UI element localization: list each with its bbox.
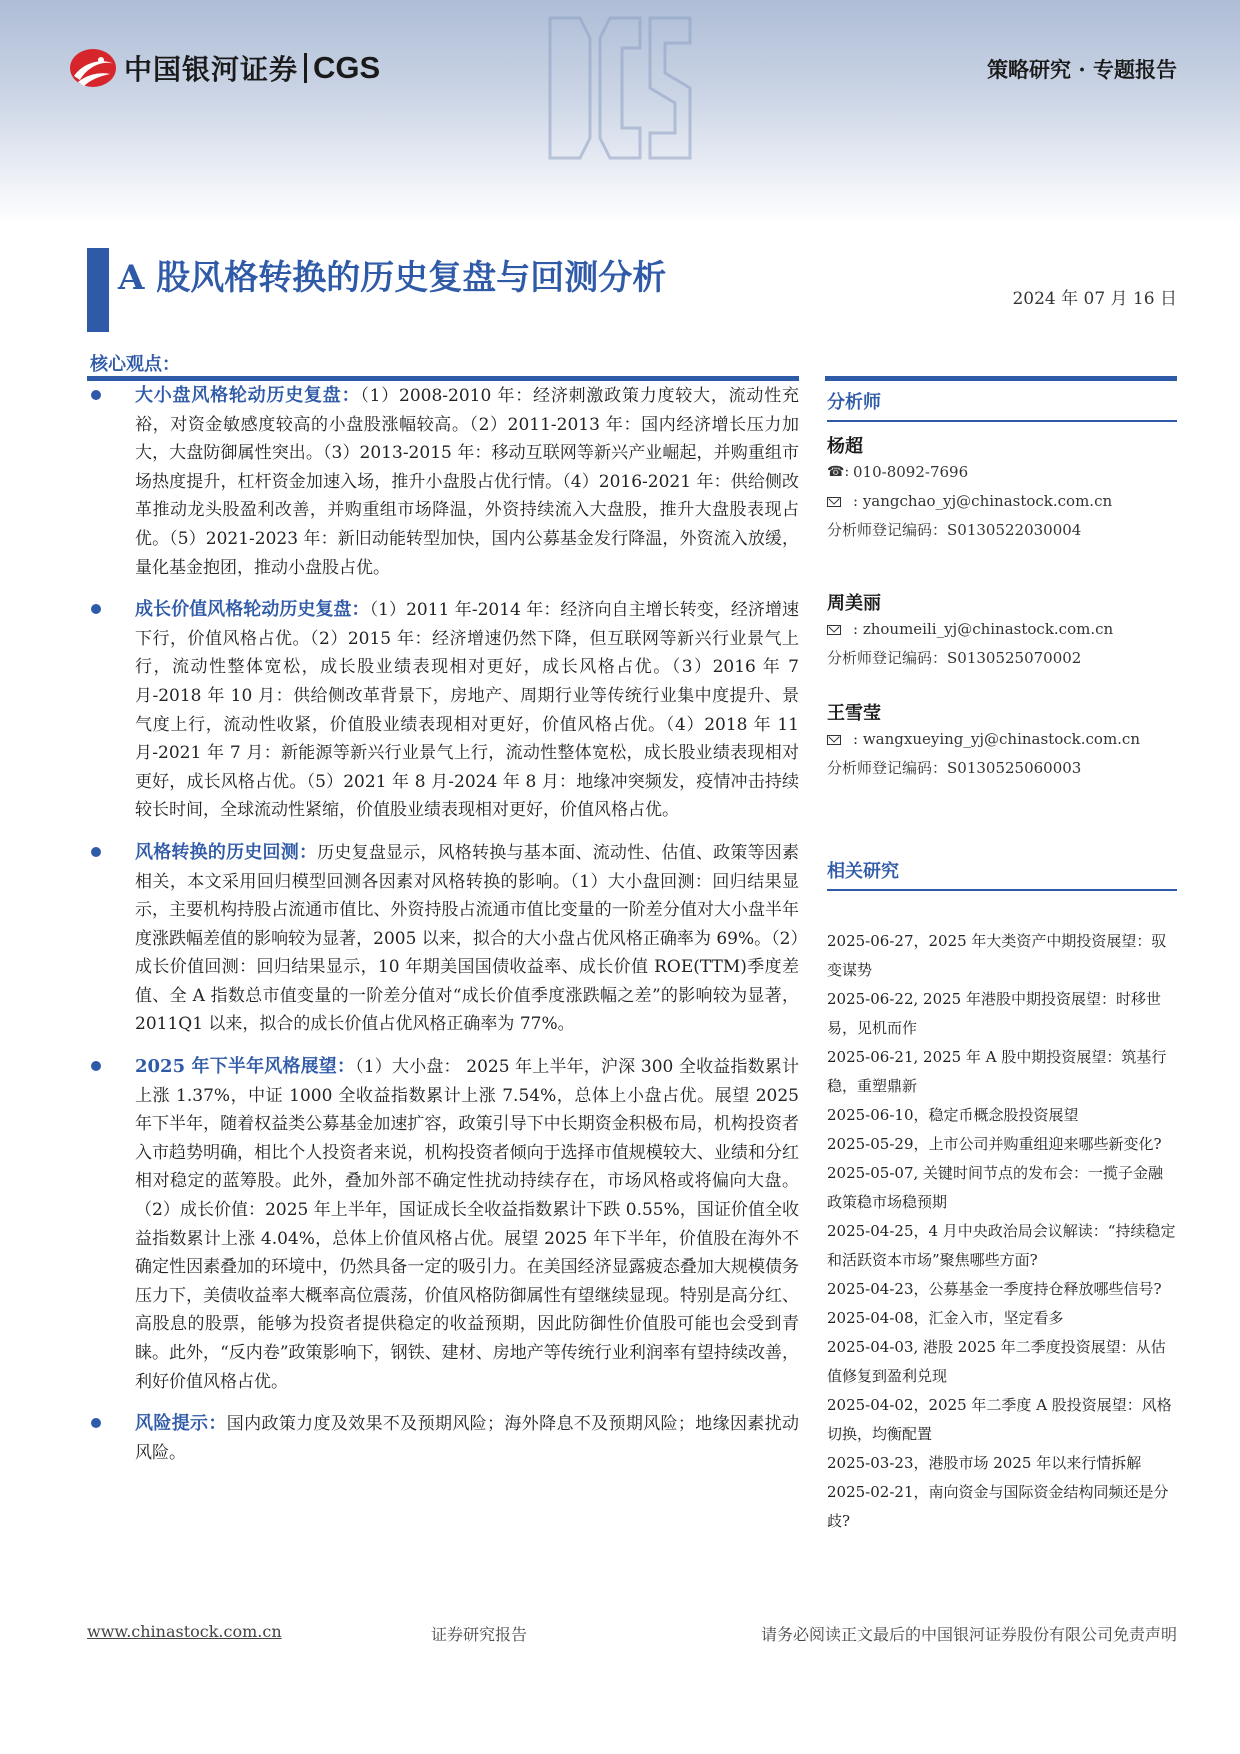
bullet-heading: 2025 年下半年风格展望： — [135, 1056, 356, 1078]
mail-icon — [827, 735, 841, 745]
analyst-phone-row — [827, 458, 1177, 487]
analyst-registration: 分析师登记编码：S0130522030004 — [827, 521, 1082, 539]
report-date: 2024 年 07 月 16 日 — [1012, 289, 1177, 309]
bullet-body: （1）大小盘： 2025 年上半年，沪深 300 全收益指数累计上涨 1.37%，中证 1000 全收益指数累计上涨 7.54%，总体上小盘占优。展望 2025 年下半年，随着权益类公募基金加速扩容，政策引导下中长期资金积极布局，机构投资者入市趋势明确，相比个人投资者来说，机构投资者倾向于选择市值规模较大、业绩和分红相对稳定的蓝筹股。此外，叠加外部不确定性扰动持续存在，市场风格或将偏向大盘。（2）成长价值：2025 年上半年，国证成长全收益指数累计下跌 0.55%，国证价值全收益指数累计上涨 4.04%，总体上价值风格占优。展望 2025 年下半年，价值股在海外不确定性因素叠加的环境中，仍然具备一定的吸引力。在美国经济显露疲态叠加大规模债务压力下，美债收益率大概率高位震荡，价值风格防御属性有望继续显现。特别是高分红、高股息的股票，能够为投资者提供稳定的收益预期，因此防御性价值股可能也会受到青睐。此外，“反内卷”政策影响下，钢铁、建材、房地产等传统行业利润率有望持续改善，利好价值风格占优。 — [135, 1057, 799, 1392]
related-item[interactable]: 2025-04-02，2025 年二季度 A 股投资展望：风格切换，均衡配置 — [827, 1396, 1172, 1443]
bullet-body: 国内政策力度及效果不及预期风险；海外降息不及预期风险；地缘因素扰动风险。 — [135, 1414, 800, 1463]
analyst-card — [827, 432, 1177, 545]
mail-colon: : — [853, 620, 863, 638]
analyst-phone: 010-8092-7696 — [853, 463, 969, 481]
bullet-body: 历史复盘显示，风格转换与基本面、流动性、估值、政策等因素相关，本文采用回归模型回测各因素对风格转换的影响。（1）大小盘回测：回归结果显示，主要机构持股占流通市值比、外资持股占流通市值比变量的一阶差分值对大小盘半年度涨跌幅差值的影响较为显著，2005 以来，拟合的大小盘占优风格正确率为 69%。（2）成长价值回测：回归结果显示，10 年期美国国债收益率、成长价值 ROE(TTM)季度差值、全 A 指数总市值变量的一阶差分值对“成长价值季度涨跌幅之差”的影响较为显著，2011Q1 以来，拟合的成长价值占优风格正确率为 77%。 — [135, 842, 800, 1035]
related-item[interactable]: 2025-05-07, 关键时间节点的发布会：一揽子金融政策稳市场稳预期 — [827, 1164, 1164, 1211]
related-item[interactable]: 2025-04-25，4 月中央政治局会议解读：“持续稳定和活跃资本市场”聚焦哪些方面? — [827, 1222, 1176, 1269]
analyst-heading: 分析师 — [827, 392, 881, 413]
analyst-registration: 分析师登记编码：S0130525060003 — [827, 759, 1082, 777]
bullet-heading: 风险提示： — [135, 1413, 227, 1435]
analyst-name: 周美丽 — [827, 593, 881, 614]
bullet-growth-value-rotation — [87, 596, 799, 825]
related-item[interactable]: 2025-04-08，汇金入市，坚定看多 — [827, 1309, 1064, 1327]
analyst-email-row — [827, 487, 1177, 516]
cgs-watermark-icon — [540, 8, 700, 168]
footer-website-link[interactable]: www.chinastock.com.cn — [87, 1622, 282, 1641]
related-item[interactable]: 2025-03-23，港股市场 2025 年以来行情拆解 — [827, 1454, 1142, 1472]
related-item[interactable]: 2025-06-21, 2025 年 A 股中期投资展望：筑基行稳，重塑鼎新 — [827, 1048, 1167, 1095]
galaxy-logo-icon — [68, 46, 118, 90]
bullet-body: （1）2011 年-2014 年：经济向自主增长转变，经济增速下行，价值风格占优。（2）2015 年：经济增速仍然下降，但互联网等新兴行业景气上行，流动性整体宽松，成长股业绩表现相对更好，成长风格占优。（3）2016 年 7 月-2018 年 10 月：供给侧改革背景下，房地产、周期行业等传统行业集中度提升、景气度上行，流动性收紧，价值股业绩表现相对更好，价值风格占优。（4）2018 年 11 月-2021 年 7 月：新能源等新兴行业景气上行，流动性整体宽松，成长股业绩表现相对更好，成长风格占优。（5）2021 年 8 月-2024 年 8 月：地缘冲突频发，疫情冲击持续较长时间，全球流动性紧缩，价值股业绩表现相对更好，价值风格占优。 — [135, 600, 799, 821]
related-item[interactable]: 2025-06-22, 2025 年港股中期投资展望：时移世易，见机而作 — [827, 990, 1161, 1037]
analyst-card — [827, 699, 1177, 783]
bullet-size-rotation — [87, 382, 799, 582]
analyst-email-row — [827, 725, 1177, 754]
related-item[interactable]: 2025-04-03, 港股 2025 年二季度投资展望：从估值修复到盈利兑现 — [827, 1338, 1166, 1385]
mail-colon: : — [853, 730, 863, 748]
related-item[interactable]: 2025-06-27，2025 年大类资产中期投资展望：驭变谋势 — [827, 932, 1167, 979]
bullet-heading: 风格转换的历史回测： — [135, 841, 318, 863]
related-heading: 相关研究 — [827, 861, 899, 882]
bullet-dot — [91, 390, 101, 400]
analyst-heading-underline — [827, 420, 1177, 422]
related-item[interactable]: 2025-04-23，公募基金一季度持仓释放哪些信号? — [827, 1280, 1162, 1298]
footer-disclaimer: 请务必阅读正文最后的中国银河证券股份有限公司免责声明 — [760, 1625, 1177, 1644]
core-bullets — [87, 382, 799, 1481]
related-item[interactable]: 2025-02-21，南向资金与国际资金结构同频还是分歧? — [827, 1483, 1169, 1530]
bullet-backtest — [87, 839, 799, 1039]
analyst-name: 王雪莹 — [827, 703, 881, 724]
analyst-email[interactable]: yangchao_yj@chinastock.com.cn — [862, 492, 1113, 510]
core-heading: 核心观点： — [90, 354, 180, 375]
mail-colon: : — [853, 492, 863, 510]
analyst-card — [827, 589, 1177, 673]
bullet-dot — [91, 1418, 101, 1428]
title-accent-bar — [87, 248, 109, 332]
related-item[interactable]: 2025-06-10，稳定币概念股投资展望 — [827, 1106, 1079, 1124]
bullet-heading: 大小盘风格轮动历史复盘： — [135, 385, 361, 406]
logo-chinese-name: 中国银河证券 — [124, 53, 299, 86]
footer-center-label: 证券研究报告 — [431, 1625, 528, 1644]
mail-icon — [827, 625, 841, 635]
bullet-dot — [91, 847, 101, 857]
bullet-body: （1）2008-2010 年：经济刺激政策力度较大，流动性充裕，对资金敏感度较高的小盘股涨幅较高。（2）2011-2013 年：国内经济增长压力加大，大盘防御属性突出。（3）2013-2015 年：移动互联网等新兴产业崛起，并购重组市场热度提升，杠杆资金加速入场，推升小盘股占优行情。（4）2016-2021 年：供给侧改革推动龙头股盈利改善，并购重组市场降温，外资持续流入大盘股，推升大盘股表现占优。（5）2021-2023 年：新旧动能转型加快，国内公募基金发行降温，外资流入放缓，量化基金抱团，推动小盘股占优。 — [135, 386, 799, 578]
report-type: 策略研究 · 专题报告 — [987, 57, 1177, 82]
bullet-risk — [87, 1410, 799, 1467]
analyst-email-row — [827, 615, 1177, 644]
bullet-dot — [91, 604, 101, 614]
bullet-outlook — [87, 1053, 799, 1396]
company-logo — [68, 46, 380, 90]
analyst-name: 杨超 — [827, 436, 863, 457]
sidebar-divider — [825, 376, 1177, 381]
analyst-email[interactable]: zhoumeili_yj@chinastock.com.cn — [862, 620, 1114, 638]
related-heading-underline — [827, 889, 1177, 891]
page-footer — [87, 1622, 1177, 1646]
sidebar — [827, 382, 1177, 1536]
logo-english-name: CGS — [313, 50, 381, 85]
mail-icon — [827, 497, 841, 507]
logo-separator — [304, 53, 307, 83]
related-item[interactable]: 2025-05-29，上市公司并购重组迎来哪些新变化? — [827, 1135, 1162, 1153]
bullet-dot — [91, 1061, 101, 1071]
analyst-email[interactable]: wangxueying_yj@chinastock.com.cn — [862, 730, 1140, 748]
core-divider — [87, 376, 799, 381]
page-title: A 股风格转换的历史复盘与回测分析 — [118, 258, 667, 298]
bullet-heading: 成长价值风格轮动历史复盘： — [135, 599, 370, 621]
analyst-registration: 分析师登记编码：S0130525070002 — [827, 649, 1082, 667]
related-list — [827, 927, 1177, 1536]
phone-icon: ☎: — [827, 464, 850, 480]
